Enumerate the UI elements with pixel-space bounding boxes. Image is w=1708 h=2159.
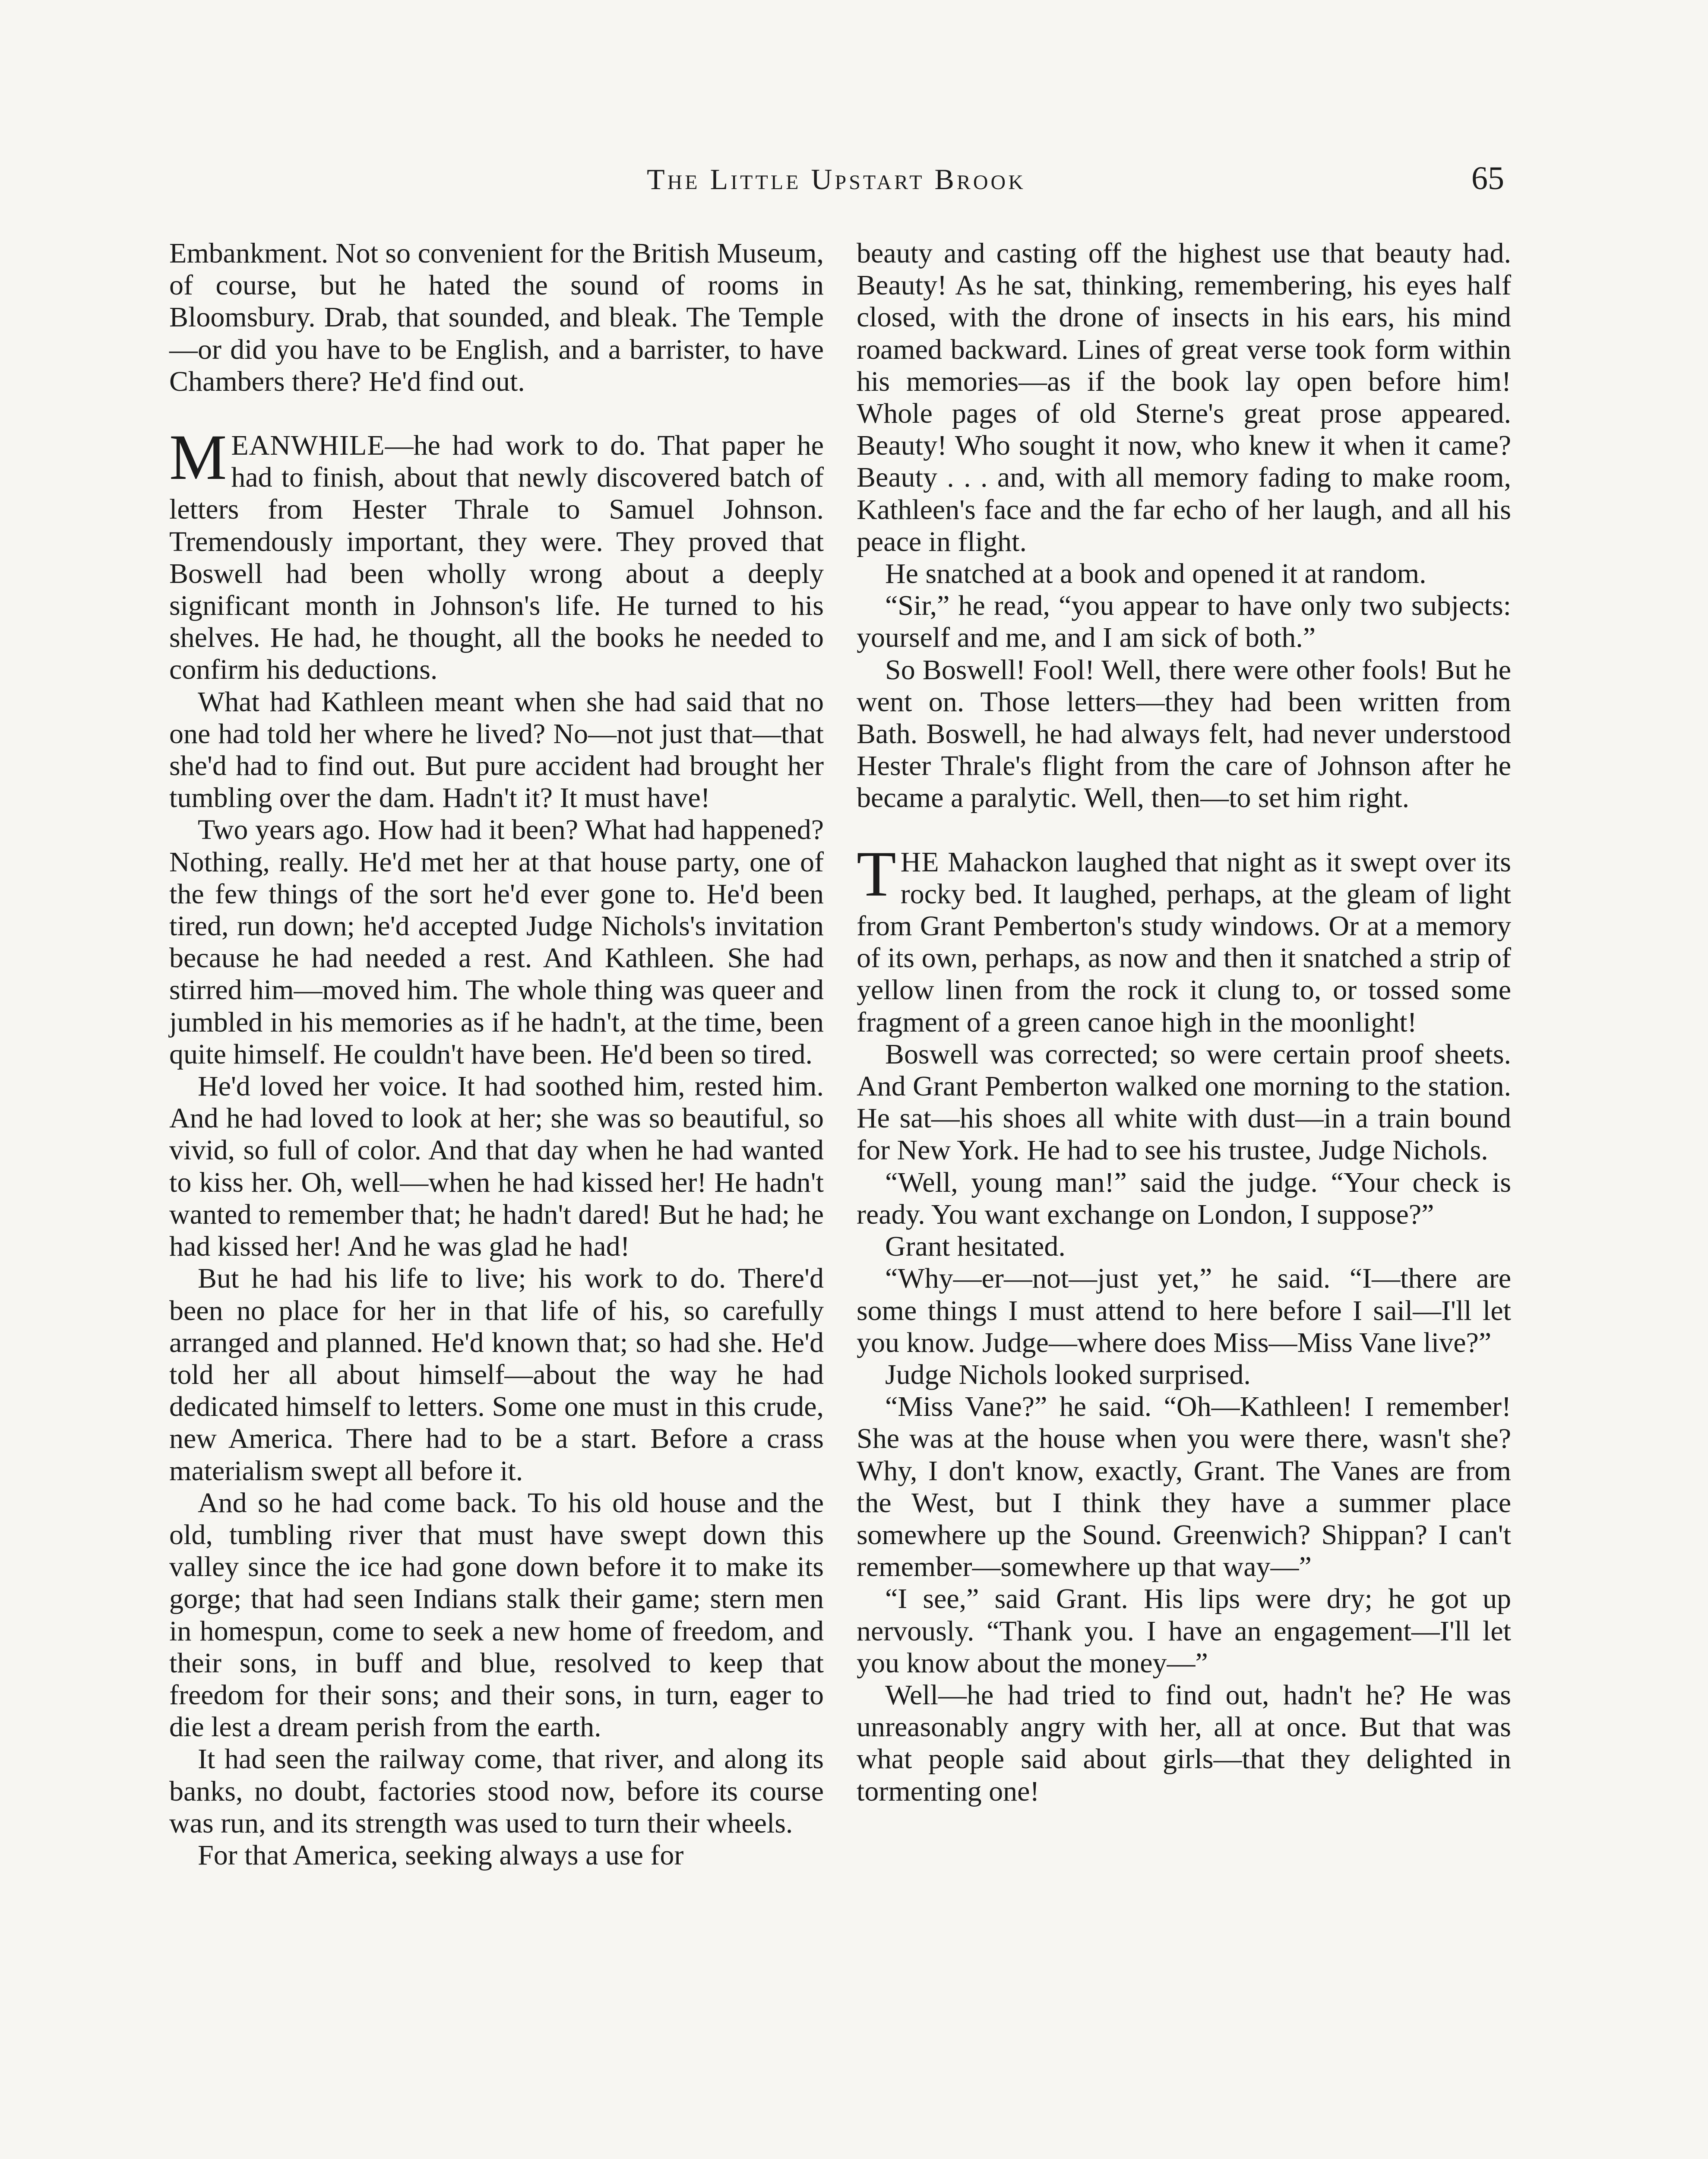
paragraph: But he had his life to live; his work to do. There'd been no place for her in that life of his, so carefully arranged and planned. He'd known that; so had she. He'd told her all about himself—about the way he had dedicated himself to letters. Some one must in this crude, new America. There had to be a start. Before a crass materialism swept all before it. bbox=[169, 1263, 824, 1487]
right-column bbox=[857, 237, 1511, 1808]
paragraph: What had Kathleen meant when she had said that no one had told her where he lived? No—not just that—that she'd had to find out. But pure accident had brought her tumbling over the dam. Hadn't it? It must have! bbox=[169, 686, 824, 814]
page-number: 65 bbox=[1471, 160, 1504, 196]
paragraph: And so he had come back. To his old house and the old, tumbling river that must have swept down this valley since the ice had gone down before it to make its gorge; that had seen Indians stalk their game; stern men in homespun, come to seek a new home of freedom, and their sons, in buff and blue, resolved to keep that freedom for their sons; and their sons, in turn, eager to die lest a dream perish from the earth. bbox=[169, 1487, 824, 1743]
paragraph: “I see,” said Grant. His lips were dry; he got up nervously. “Thank you. I have an engagement—I'll let you know about the money—” bbox=[857, 1583, 1511, 1679]
paragraph: Embankment. Not so convenient for the British Museum, of course, but he hated the sound of rooms in Bloomsbury. Drab, that sounded, and bleak. The Temple—or did you have to be English, and a barrister, to have Chambers there? He'd find out. bbox=[169, 237, 824, 397]
section-start-paragraph bbox=[857, 838, 1511, 1038]
paragraph: Boswell was corrected; so were certain proof sheets. And Grant Pemberton walked one morning to the station. He sat—his shoes all white with dust—in a train bound for New York. He had to see his trustee, Judge Nichols. bbox=[857, 1038, 1511, 1166]
page-header bbox=[168, 162, 1504, 201]
paragraph: He'd loved her voice. It had soothed him, rested him. And he had loved to look at her; she was so beautiful, so vivid, so full of color. And that day when he had wanted to kiss her. Oh, well—when he had kissed her! He hadn't wanted to remember that; he hadn't dared! But he had; he had kissed her! And he was glad he had! bbox=[169, 1070, 824, 1263]
paragraph: Two years ago. How had it been? What had happened? Nothing, really. He'd met her at that house party, one of the few things of the sort he'd ever gone to. He'd been tired, run down; he'd accepted Judge Nichols's invitation because he had needed a rest. And Kathleen. She had stirred him—moved him. The whole thing was queer and jumbled in his memories as if he hadn't, at the time, been quite himself. He couldn't have been. He'd been so tired. bbox=[169, 814, 824, 1070]
section-start-paragraph bbox=[169, 421, 824, 686]
section-lead-in: EANWHILE bbox=[231, 430, 385, 462]
paragraph: Grant hesitated. bbox=[885, 1231, 1066, 1263]
paragraph: For that America, seeking always a use for bbox=[198, 1839, 684, 1871]
paragraph: “Why—er—not—just yet,” he said. “I—there are some things I must attend to here before I sail—I'll let you know. Judge—where does Miss—Miss Vane live?” bbox=[857, 1263, 1511, 1358]
drop-cap: M bbox=[169, 421, 227, 494]
running-head: The Little Upstart Brook bbox=[647, 163, 1026, 196]
section-text: Mahackon laughed that night as it swept over its rocky bed. It laughed, perhaps, at the gleam of light from Grant Pemberton's study windows. Or at a memory of its own, perhaps, as now and then it snatched a strip of yellow linen from the rock it clung to, or tossed some fragment of a green canoe high in the moonlight! bbox=[857, 846, 1511, 1038]
paragraph: “Sir,” he read, “you appear to have only two subjects: yourself and me, and I am sick of both.” bbox=[857, 590, 1511, 654]
paragraph: beauty and casting off the highest use that beauty had. Beauty! As he sat, thinking, remembering, his eyes half closed, with the drone of insects in his ears, his mind roamed backward. Lines of great verse took form within his memories—as if the book lay open before him! Whole pages of old Sterne's great prose appeared. Beauty! Who sought it now, who knew it when it came? Beauty . . . and, with all memory fading to make room, Kathleen's face and the far echo of her laugh, and all his peace in flight. bbox=[857, 237, 1511, 557]
paragraph: He snatched at a book and opened it at random. bbox=[885, 558, 1426, 590]
paragraph: “Miss Vane?” he said. “Oh—Kathleen! I remember! She was at the house when you were there, wasn't she? Why, I don't know, exactly, Grant. The Vanes are from the West, but I think they have a summer place somewhere up the Sound. Greenwich? Shippan? I can't remember—somewhere up that way—” bbox=[857, 1391, 1511, 1583]
paragraph: So Boswell! Fool! Well, there were other fools! But he went on. Those letters—they had been written from Bath. Boswell, he had always felt, had never understood Hester Thrale's flight from the care of Johnson after he became a paralytic. Well, then—to set him right. bbox=[857, 654, 1511, 814]
section-lead-in: HE bbox=[900, 846, 939, 878]
paragraph: It had seen the railway come, that river, and along its banks, no doubt, factories stood now, before its course was run, and its strength was used to turn their wheels. bbox=[169, 1743, 824, 1839]
paragraph: Judge Nichols looked surprised. bbox=[885, 1358, 1251, 1390]
paragraph: Well—he had tried to find out, hadn't he? He was unreasonably angry with her, all at once. But that was what people said about girls—that they delighted in tormenting one! bbox=[857, 1679, 1511, 1807]
section-text: —he had work to do. That paper he had to finish, about that newly discovered batch of letters from Hester Thrale to Samuel Johnson. Tremendously important, they were. They proved that Boswell had been wholly wrong about a deeply significant month in Johnson's life. He turned to his shelves. He had, he thought, all the books he needed to confirm his deductions. bbox=[169, 430, 824, 686]
paragraph: “Well, young man!” said the judge. “Your check is ready. You want exchange on London, I suppose?” bbox=[857, 1166, 1511, 1230]
left-column bbox=[169, 237, 824, 1871]
drop-cap: T bbox=[857, 838, 896, 910]
